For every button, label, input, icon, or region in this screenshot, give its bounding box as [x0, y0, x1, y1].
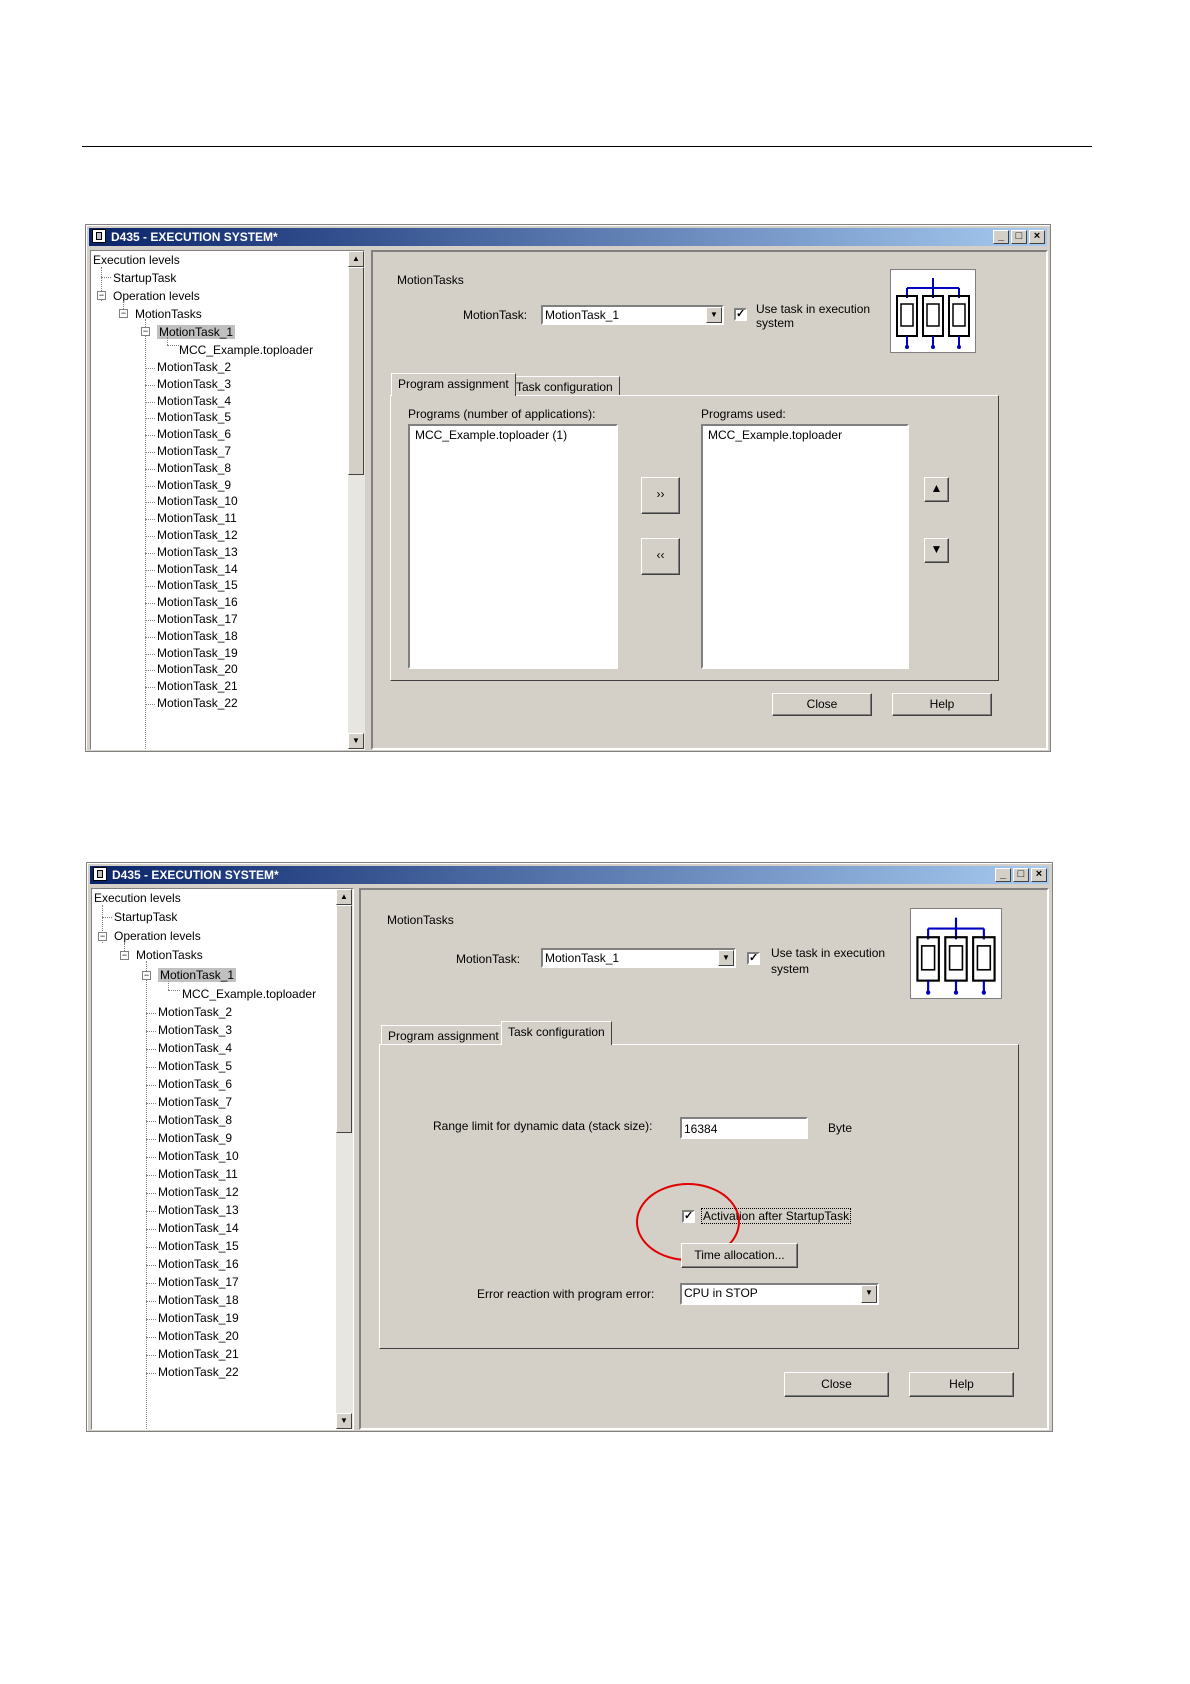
tree-connector: [146, 1265, 156, 1266]
tree-connector: [145, 368, 155, 369]
title-bar[interactable]: [90, 866, 1049, 884]
use-task-label: Use task in execution: [756, 302, 871, 316]
tree-item-task[interactable]: MotionTask_5: [157, 410, 232, 425]
tree-connector: [167, 345, 179, 346]
tree-connector: [145, 486, 155, 487]
tree-item-task[interactable]: MotionTask_19: [157, 645, 238, 660]
tab-program-assignment[interactable]: Program assignment: [391, 373, 516, 396]
tree-item-task[interactable]: MotionTask_8: [158, 1113, 233, 1127]
title-bar[interactable]: [89, 228, 1047, 246]
tree-item-task[interactable]: MotionTask_17: [157, 612, 238, 626]
window-title: D435 - EXECUTION SYSTEM*: [111, 230, 278, 244]
tree-item-task[interactable]: MotionTask_11: [157, 511, 237, 526]
use-task-checkbox[interactable]: ✓: [749, 952, 759, 964]
scroll-down-button[interactable]: ▼: [336, 1413, 352, 1429]
use-task-label: Use task in execution: [771, 946, 886, 960]
tree-item-task[interactable]: MotionTask_12: [157, 528, 238, 542]
tree-connector: [146, 1355, 156, 1356]
close-button[interactable]: Close: [772, 693, 872, 716]
tree-connector: [145, 418, 155, 419]
app-icon: [93, 867, 107, 881]
tree-item-task[interactable]: MotionTask_6: [158, 1077, 233, 1091]
maximize-button[interactable]: □: [1011, 230, 1027, 244]
tree-item-task[interactable]: MotionTask_21: [157, 679, 238, 694]
tree-item-motiontasks[interactable]: MotionTasks: [136, 948, 203, 962]
tree-connector: [168, 981, 169, 990]
execution-tree: [90, 250, 365, 750]
tree-scrollbar[interactable]: [348, 251, 365, 749]
tree-item-task[interactable]: MotionTask_3: [157, 376, 232, 391]
tree-item-program[interactable]: MCC_Example.toploader: [182, 987, 317, 1001]
tree-item-motiontask-1[interactable]: MotionTask_1: [159, 325, 234, 339]
error-reaction-label: Error reaction with program error:: [477, 1287, 655, 1301]
tree-connector: [146, 1049, 156, 1050]
tab-panel-program-assignment: [390, 395, 999, 681]
tree-item-task[interactable]: MotionTask_20: [157, 662, 238, 677]
programs-used-list[interactable]: [701, 424, 909, 669]
tree-item-task[interactable]: MotionTask_14: [157, 561, 238, 576]
tree-item-task[interactable]: MotionTask_12: [158, 1185, 239, 1199]
tree-item-task[interactable]: MotionTask_4: [158, 1041, 233, 1055]
move-down-button[interactable]: ▼: [924, 538, 949, 563]
tree-connector: [145, 603, 155, 604]
tree-item-task[interactable]: MotionTask_15: [158, 1239, 239, 1253]
app-icon: [92, 229, 106, 243]
collapse-icon[interactable]: −: [98, 290, 105, 300]
tree-item-motiontask-1[interactable]: MotionTask_1: [160, 968, 235, 982]
tree-item-startup-task[interactable]: StartupTask: [113, 271, 177, 285]
activation-label[interactable]: Activation after StartupTask: [703, 1209, 850, 1223]
tree-scrollbar[interactable]: [336, 889, 353, 1429]
close-button[interactable]: Close: [784, 1372, 889, 1397]
tree-item-motiontasks[interactable]: MotionTasks: [135, 307, 202, 321]
motiontask-select[interactable]: MotionTask_1 ▼: [541, 305, 724, 325]
tree-connector: [146, 1319, 156, 1320]
chevron-down-icon[interactable]: ▼: [861, 1285, 877, 1303]
tree-connector: [146, 1031, 156, 1032]
tree-connector: [145, 654, 155, 655]
tree-connector: [145, 435, 155, 436]
execution-system-window-1: [85, 224, 1051, 752]
tree-item-task[interactable]: MotionTask_13: [158, 1203, 239, 1217]
task-diagram-icon: [910, 908, 1002, 999]
tree-item-task[interactable]: MotionTask_6: [157, 427, 232, 442]
programs-label: Programs (number of applications):: [408, 407, 596, 421]
add-program-button[interactable]: ››: [641, 477, 680, 514]
tree-connector: [145, 536, 155, 537]
tab-panel-task-configuration: [379, 1044, 1019, 1349]
tree-item-task[interactable]: MotionTask_10: [158, 1149, 239, 1163]
close-window-button[interactable]: ×: [1031, 868, 1047, 882]
tree-item-task[interactable]: MotionTask_2: [157, 360, 232, 374]
tree-item-task[interactable]: MotionTask_22: [158, 1365, 239, 1379]
tree-item-program[interactable]: MCC_Example.toploader: [179, 343, 314, 357]
tree-item-task[interactable]: MotionTask_13: [157, 544, 238, 559]
tree-item-task[interactable]: MotionTask_10: [157, 494, 238, 509]
tree-connector: [146, 1229, 156, 1230]
tree-item-task[interactable]: MotionTask_20: [158, 1329, 239, 1343]
list-item[interactable]: MCC_Example.toploader: [708, 428, 843, 442]
tree-item-task[interactable]: MotionTask_15: [157, 578, 238, 593]
use-task-checkbox[interactable]: ✓: [736, 308, 746, 320]
move-up-button[interactable]: ▲: [924, 477, 949, 502]
chevron-down-icon[interactable]: ▼: [718, 950, 734, 966]
tree-connector: [146, 1175, 156, 1176]
tree-item-task[interactable]: MotionTask_17: [158, 1275, 239, 1289]
tree-item-task[interactable]: MotionTask_3: [158, 1023, 233, 1037]
tree-connector: [146, 1121, 156, 1122]
tree-connector: [145, 502, 155, 503]
scroll-thumb[interactable]: [348, 267, 364, 475]
chevron-down-icon[interactable]: ▼: [706, 307, 722, 323]
remove-program-button[interactable]: ‹‹: [641, 538, 680, 575]
minimize-button[interactable]: _: [993, 230, 1009, 244]
tree-item-task[interactable]: MotionTask_22: [157, 696, 238, 710]
maximize-button[interactable]: □: [1013, 868, 1029, 882]
tree-item-task[interactable]: MotionTask_5: [158, 1059, 233, 1073]
tree-item-task[interactable]: MotionTask_16: [158, 1257, 239, 1271]
range-unit-label: Byte: [828, 1121, 853, 1135]
tab-task-configuration[interactable]: Task configuration: [509, 376, 620, 396]
main-pane: [371, 250, 1048, 750]
tree-connector: [145, 402, 155, 403]
error-reaction-select[interactable]: CPU in STOP ▼: [680, 1283, 879, 1305]
scroll-thumb[interactable]: [336, 905, 352, 1133]
tree-connector: [145, 469, 155, 470]
tree-item-task[interactable]: MotionTask_2: [158, 1005, 233, 1019]
tree-connector: [146, 1373, 156, 1374]
tree-connector: [146, 1013, 156, 1014]
minimize-button[interactable]: _: [995, 868, 1011, 882]
window-title: D435 - EXECUTION SYSTEM*: [112, 868, 279, 882]
tree-item-task[interactable]: MotionTask_14: [158, 1221, 239, 1235]
tree-item-task[interactable]: MotionTask_21: [158, 1347, 239, 1361]
tree-item-startup-task[interactable]: StartupTask: [114, 910, 178, 924]
group-label: MotionTasks: [397, 273, 464, 287]
activation-checkbox[interactable]: ✓: [684, 1210, 694, 1222]
tree-connector: [146, 1211, 156, 1212]
tab-program-assignment[interactable]: Program assignment: [381, 1025, 506, 1045]
tree-item-task[interactable]: MotionTask_18: [157, 628, 238, 643]
collapse-icon[interactable]: −: [99, 931, 106, 941]
tab-task-configuration[interactable]: Task configuration: [501, 1021, 612, 1045]
tree-connector: [102, 917, 112, 918]
tree-connector: [145, 670, 155, 671]
tree-connector: [145, 452, 155, 453]
tree-connector: [146, 1193, 156, 1194]
tree-connector: [168, 990, 180, 991]
tree-item-task[interactable]: MotionTask_4: [157, 393, 232, 408]
tree-item-operation-levels[interactable]: Operation levels: [113, 289, 200, 303]
motiontask-label: MotionTask:: [456, 952, 521, 966]
motiontask-label: MotionTask:: [463, 308, 528, 322]
tree-connector: [145, 570, 155, 571]
scroll-up-button[interactable]: ▲: [348, 251, 364, 267]
tree-connector: [101, 277, 111, 278]
collapse-icon[interactable]: −: [120, 308, 127, 318]
tree-connector: [145, 519, 155, 520]
tree-connector: [146, 1103, 156, 1104]
tree-connector: [145, 687, 155, 688]
collapse-icon[interactable]: −: [143, 970, 150, 980]
tree-connector: [146, 1337, 156, 1338]
tree-item-task[interactable]: MotionTask_19: [158, 1311, 239, 1325]
programs-list[interactable]: [408, 424, 618, 669]
range-limit-label: Range limit for dynamic data (stack size):: [433, 1119, 653, 1133]
use-task-label-line2: system: [771, 962, 810, 976]
tree-connector: [146, 1067, 156, 1068]
page-rule: [82, 146, 1092, 147]
tree-item-task[interactable]: MotionTask_8: [157, 460, 232, 475]
group-label: MotionTasks: [387, 913, 454, 927]
tree-item-execution-levels[interactable]: Execution levels: [94, 891, 181, 905]
tree-connector: [167, 337, 168, 345]
tree-connector: [146, 1085, 156, 1086]
execution-tree: [91, 888, 354, 1430]
collapse-icon[interactable]: −: [142, 326, 149, 336]
tree-connector: [146, 1247, 156, 1248]
task-diagram-icon: [890, 269, 976, 353]
tree-connector: [145, 704, 155, 705]
close-window-button[interactable]: ×: [1029, 230, 1045, 244]
tree-item-task[interactable]: MotionTask_7: [158, 1095, 233, 1109]
tree-connector: [145, 319, 146, 749]
tree-item-task[interactable]: MotionTask_11: [158, 1167, 238, 1181]
tree-item-task[interactable]: MotionTask_7: [157, 444, 232, 458]
stack-size-input[interactable]: 16384: [680, 1117, 808, 1139]
tree-connector: [146, 1139, 156, 1140]
collapse-icon[interactable]: −: [121, 950, 128, 960]
tree-connector: [145, 620, 155, 621]
tree-connector: [145, 553, 155, 554]
tree-connector: [145, 637, 155, 638]
list-item[interactable]: MCC_Example.toploader (1): [415, 428, 568, 442]
tree-item-task[interactable]: MotionTask_9: [157, 477, 232, 492]
tree-connector: [146, 1283, 156, 1284]
programs-used-label: Programs used:: [701, 407, 786, 421]
tree-connector: [145, 385, 155, 386]
tree-connector: [145, 586, 155, 587]
tree-item-operation-levels[interactable]: Operation levels: [114, 929, 201, 943]
tree-item-task[interactable]: MotionTask_9: [158, 1131, 233, 1145]
scroll-down-button[interactable]: ▼: [348, 733, 364, 749]
main-pane: [359, 888, 1049, 1430]
tree-item-execution-levels[interactable]: Execution levels: [93, 253, 180, 267]
time-allocation-button[interactable]: Time allocation...: [681, 1243, 798, 1268]
scroll-up-button[interactable]: ▲: [336, 889, 352, 905]
tree-item-task[interactable]: MotionTask_16: [157, 595, 238, 610]
execution-system-window-2: [86, 862, 1053, 1432]
tree-connector: [146, 1157, 156, 1158]
use-task-label-line2: system: [756, 316, 795, 330]
motiontask-select[interactable]: MotionTask_1 ▼: [541, 948, 736, 968]
tree-item-task[interactable]: MotionTask_18: [158, 1293, 239, 1307]
help-button[interactable]: Help: [892, 693, 992, 716]
help-button[interactable]: Help: [909, 1372, 1014, 1397]
tree-connector: [146, 1301, 156, 1302]
